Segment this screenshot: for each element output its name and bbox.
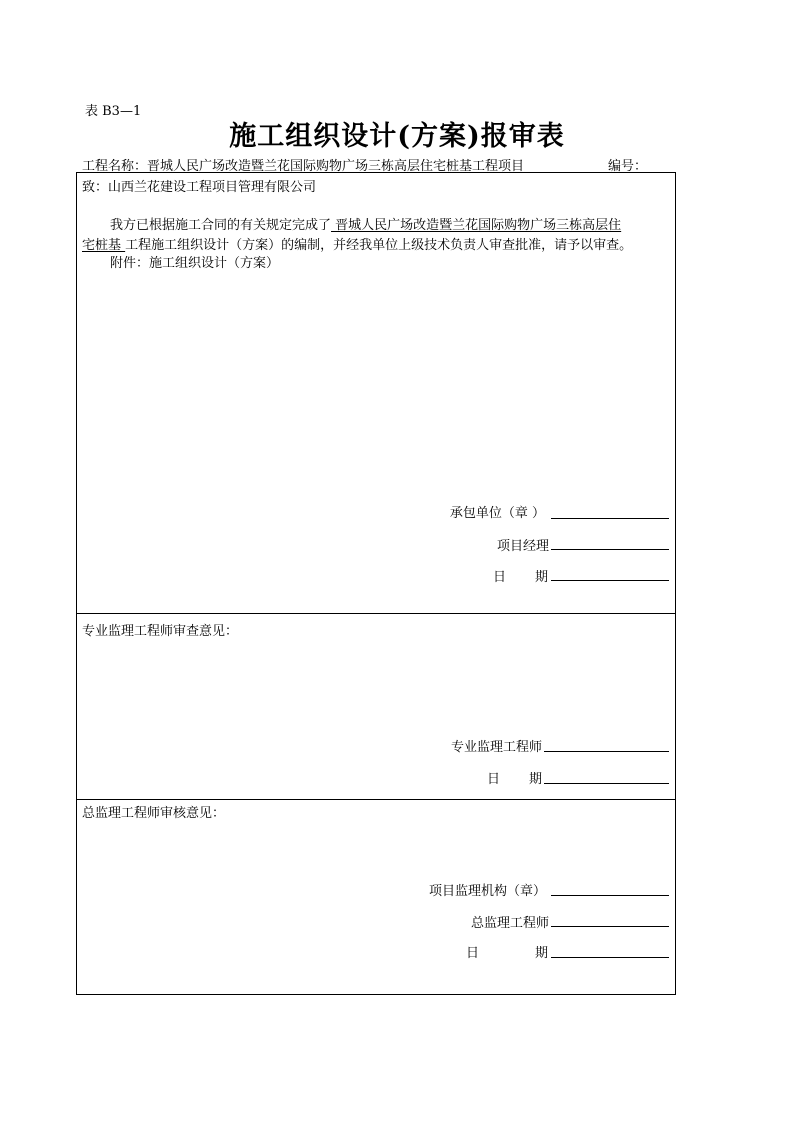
body-line-2	[82, 234, 632, 253]
contractor-seal-label: 承包单位（章 ）	[449, 506, 545, 521]
section-divider-1	[76, 613, 676, 614]
project-manager-label: 项目经理	[496, 539, 549, 554]
contractor-seal-line[interactable]	[551, 518, 669, 519]
engineer-date-char-2: 期	[529, 772, 543, 787]
form-code: 表 B3—1	[85, 104, 142, 119]
project-fill-1: 晋城人民广场改造暨兰花国际购物广场三栋高层住	[331, 218, 622, 233]
contractor-date-line[interactable]	[551, 580, 669, 581]
engineer-sign-line[interactable]	[544, 751, 669, 752]
supervision-org-line[interactable]	[551, 895, 669, 896]
form-box	[76, 172, 676, 995]
page-title: 施工组织设计(方案)报审表	[229, 121, 565, 152]
date-label-char-2: 期	[535, 570, 549, 585]
body-text-pre: 我方已根据施工合同的有关规定完成了	[110, 218, 332, 233]
chief-date-char-1: 日	[466, 946, 480, 961]
date-label-char-1: 日	[493, 570, 507, 585]
engineer-date-char-1: 日	[487, 772, 501, 787]
attachment-line: 附件：施工组织设计（方案）	[110, 256, 280, 271]
project-name-line: 工程名称：晋城人民广场改造暨兰花国际购物广场三栋高层住宅桩基工程项目	[82, 159, 525, 174]
section-divider-2	[76, 799, 676, 800]
chief-review-heading: 总监理工程师审核意见：	[82, 806, 226, 821]
engineer-review-heading: 专业监理工程师审查意见：	[82, 624, 239, 639]
engineer-sign-label: 专业监理工程师	[450, 740, 542, 755]
addressee-line: 致：山西兰花建设工程项目管理有限公司	[82, 180, 317, 195]
chief-date-char-2: 期	[535, 946, 549, 961]
number-label: 编号：	[608, 159, 648, 174]
supervision-org-label: 项目监理机构（章）	[428, 884, 546, 899]
body-text-post: 工程施工组织设计（方案）的编制，并经我单位上级技术负责人审查批准，请予以审查。	[125, 238, 633, 253]
chief-engineer-line[interactable]	[551, 926, 669, 927]
engineer-date-line[interactable]	[544, 783, 669, 784]
project-manager-line[interactable]	[551, 549, 669, 550]
project-fill-2: 宅桩基	[82, 238, 126, 253]
body-line-1	[110, 214, 621, 233]
chief-engineer-label: 总监理工程师	[470, 916, 549, 931]
chief-date-line[interactable]	[551, 957, 669, 958]
